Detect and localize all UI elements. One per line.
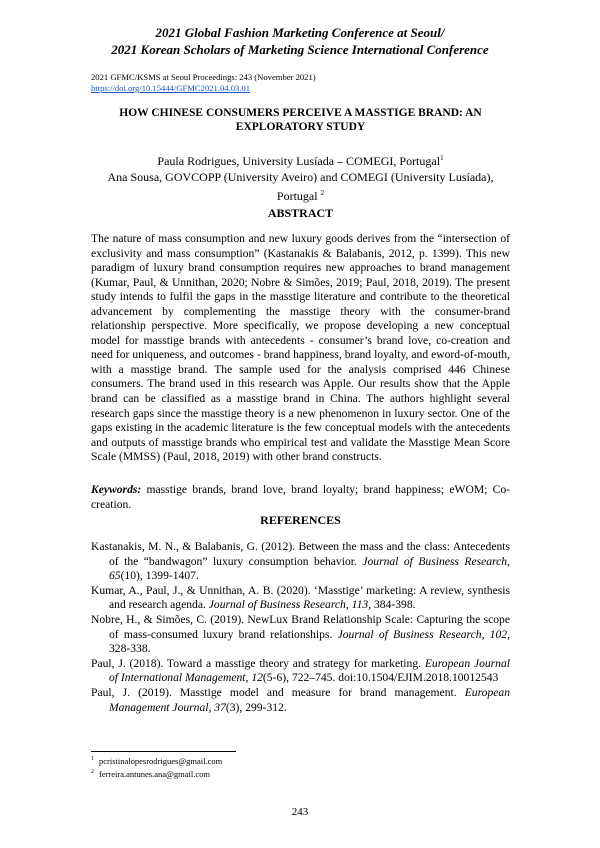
footnote-divider bbox=[91, 751, 236, 752]
footnote-1: $^1$ pcristinalopesrodrigues@gmail.com bbox=[91, 755, 223, 766]
page-number: 243 bbox=[291, 806, 309, 818]
references-heading: REFERENCES bbox=[260, 513, 341, 527]
reference-item: Kumar, A., Paul, J., & Unnithan, A. B. (2020). ‘Masstige’ marketing: A review, synthesis and research agenda. Journal of Business Research, 113, 384-398. bbox=[91, 583, 510, 612]
footnote-ref-2: 2 bbox=[320, 189, 325, 197]
reference-item: Kastanakis, M. N., & Balabanis, G. (2012). Between the mass and the class: Antecedents of the “bandwagon” luxury consumption behavior. Journal of Business Research, 65(10), 1399-1407. bbox=[91, 540, 510, 583]
keywords bbox=[91, 483, 510, 512]
footnote-2: $^2$ ferreira.antunes.ana@gmail.com bbox=[91, 768, 210, 779]
author-1: Paula Rodrigues, University Lusíada – COMEGI, Portugal$^1$ bbox=[157, 154, 444, 168]
doi-link[interactable]: https://doi.org/10.15444/GFMC2021.04.03.01 bbox=[91, 83, 251, 93]
conference-title-line2: 2021 Korean Scholars of Marketing Science International Conference bbox=[111, 42, 489, 57]
reference-item: Paul, J. (2019). Masstige model and measure for brand management. European Management Journal, 37(3), 299-312. bbox=[91, 685, 510, 714]
reference-item: Paul, J. (2018). Toward a masstige theory and strategy for marketing. European Journal of International Management, 12(5-6), 722–745. doi:10.1504/EJIM.2018.10012543 bbox=[91, 656, 510, 685]
footnote-email: ferreira.antunes.ana@gmail.com bbox=[99, 768, 210, 779]
keywords-label: Keywords: bbox=[91, 483, 142, 496]
reference-list bbox=[91, 540, 510, 715]
keywords-text: masstige brands, brand love, brand loyalty; brand happiness; eWOM; Co-creation. bbox=[91, 483, 510, 511]
author-2: Ana Sousa, GOVCOPP (University Aveiro) and COMEGI (University Lusíada), Portugal $^2$ bbox=[107, 170, 494, 203]
footnote-email: pcristinalopesrodrigues@gmail.com bbox=[99, 755, 223, 766]
reference-item: Nobre, H., & Simões, C. (2019). NewLux Brand Relationship Scale: Capturing the scope of mass-consumed luxury brand relationships. Journal of Business Research, 102, 328-338. bbox=[91, 612, 510, 656]
paper-title: HOW CHINESE CONSUMERS PERCEIVE A MASSTIGE BRAND: AN EXPLORATORY STUDY bbox=[119, 107, 482, 133]
abstract-heading: ABSTRACT bbox=[267, 206, 334, 220]
proceedings-citation: 2021 GFMC/KSMS at Seoul Proceedings: 243 (November 2021) bbox=[91, 72, 316, 82]
conference-title-line1: 2021 Global Fashion Marketing Conference at Seoul/ bbox=[155, 25, 445, 40]
author-block bbox=[91, 150, 510, 204]
footnotes bbox=[91, 754, 222, 780]
footnote-ref-1: 1 bbox=[440, 154, 444, 162]
abstract-body: The nature of mass consumption and new luxury goods derives from the “intersection of exclusivity and mass consumption” (Kastanakis & Balabanis, 2012, p. 1399). This new paradigm of luxury brand consumption requires new approaches to brand management (Kumar, Paul, & Unnithan, 2020; Nobre & Simões, 2019; Paul, 2018, 2019). The present study intends to fulfil the gaps in the masstige literature and contribute to the theoretical advancement by complementing the masstige theory with the consumer-brand relationship perspective. More specifically, we propose developing a new conceptual model for masstige brands with antecedents - consumer’s brand love, co-creation and need for uniqueness, and outcomes - brand happiness, brand loyalty, and eword-of-mouth, with a masstige brand. The sample used for the analysis comprised 446 Chinese consumers. The brand used in this research was Apple. Our results show that the Apple brand can be classified as a masstige brand in China. The authors highlight several research gaps since the masstige theory is a new phenomenon in luxury sector. One of the gaps existing in the academic literature is the few conceptual models with the antecedents and outputs of masstige brands who empirical test and validate the Masstige Mean Score Scale (MMSS) (Paul, 2018, 2019) with other brand constructs. bbox=[91, 232, 510, 464]
